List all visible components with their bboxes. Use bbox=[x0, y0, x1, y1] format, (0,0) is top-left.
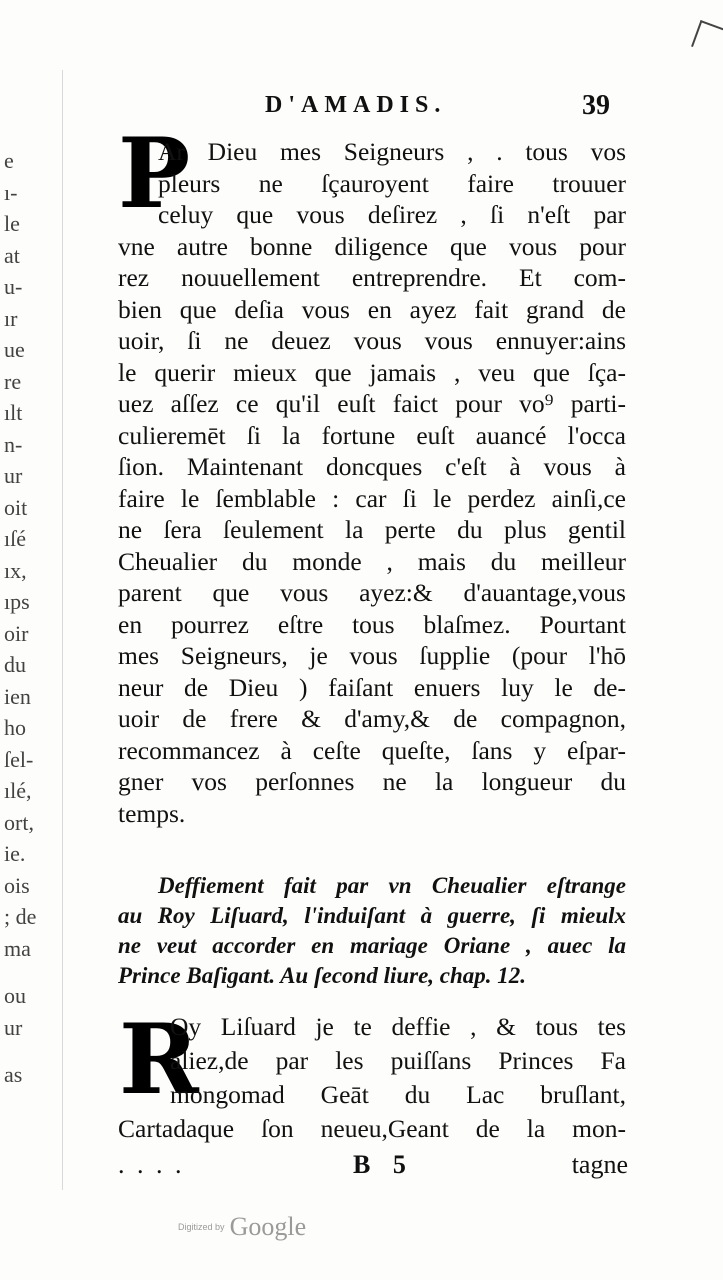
bleed-fragment: ur bbox=[4, 1014, 23, 1040]
bleed-fragment: le bbox=[4, 211, 20, 236]
text-line: neur de Dieu ) faiſant enuers luy le de- bbox=[118, 672, 626, 702]
text-line: faire le ſemblable : car ſi le perdez ainſi,ce bbox=[118, 483, 626, 513]
bleed-fragment: ur bbox=[4, 463, 23, 488]
watermark-logo: Google bbox=[229, 1212, 307, 1241]
heading-line: ne veut accorder en mariage Oriane , auec la bbox=[118, 933, 626, 958]
bleed-fragment: ort, bbox=[4, 809, 34, 835]
bleed-fragment: du bbox=[4, 652, 26, 677]
bleed-fragment: n- bbox=[4, 431, 23, 457]
bleed-fragment: ien bbox=[4, 683, 31, 709]
bleed-fragment: re bbox=[4, 368, 22, 394]
page-number: 39 bbox=[582, 90, 610, 121]
bleed-fragment: ma bbox=[4, 935, 31, 961]
text-line: mes Seigneurs, je vous ſupplie (pour l'hō bbox=[118, 641, 626, 670]
bleed-fragment: ır bbox=[4, 305, 18, 331]
bleed-fragment: ıx, bbox=[4, 557, 27, 583]
footer-dots: . . . . bbox=[118, 1150, 185, 1179]
text-line: en pourrez eſtre tous blaſmez. Pourtant bbox=[118, 609, 626, 639]
margin-bleed-through bbox=[4, 145, 44, 1091]
bleed-fragment: e bbox=[4, 148, 14, 173]
signature-mark: B 5 bbox=[353, 1150, 414, 1179]
bleed-fragment: ıſé bbox=[4, 526, 26, 551]
bleed-fragment: ou bbox=[4, 983, 26, 1008]
bleed-fragment bbox=[4, 1043, 44, 1059]
text-line: vne autre bonne diligence que vous pour bbox=[118, 231, 626, 261]
catchword: tagne bbox=[571, 1150, 628, 1179]
gutter-line bbox=[62, 70, 63, 1190]
text-line: uoir de frere & d'amy,& de compagnon, bbox=[118, 704, 626, 733]
text-line: rez nouuellement entreprendre. Et com- bbox=[118, 263, 626, 292]
bleed-fragment: ılt bbox=[4, 400, 23, 425]
bleed-fragment: u- bbox=[4, 274, 23, 299]
bleed-fragment: ie. bbox=[4, 841, 26, 866]
text-line: gner vos perſonnes ne la longueur du bbox=[118, 767, 626, 796]
drop-cap-r: R bbox=[119, 1003, 199, 1116]
text-line: le querir mieux que jamais , veu que ſça- bbox=[118, 357, 626, 387]
bleed-fragment: ıps bbox=[4, 589, 30, 614]
bleed-fragment: oit bbox=[4, 494, 28, 520]
text-line: culieremēt ſi la fortune euſt auancé l'occa bbox=[118, 420, 626, 450]
drop-cap-p: P bbox=[118, 117, 191, 230]
text-line: bien que deſia vous en ayez fait grand de bbox=[118, 294, 626, 324]
bleed-fragment: ılé, bbox=[4, 778, 32, 803]
text-line: parent que vous ayez:& d'auantage,vous bbox=[118, 578, 626, 607]
page-corner-mark bbox=[691, 20, 723, 56]
watermark-small: Digitized by bbox=[178, 1222, 225, 1232]
text-line: mongomad Geāt du Lac bruſlant, bbox=[170, 1080, 626, 1109]
text-line: uoir, ſi ne deuez vous vous ennuyer:ains bbox=[118, 326, 626, 355]
running-head: D'AMADIS. bbox=[265, 92, 447, 118]
bleed-fragment: at bbox=[4, 242, 20, 268]
heading-line: Prince Baſigant. Au ſecond liure, chap. 12. bbox=[118, 963, 527, 988]
bleed-fragment: as bbox=[4, 1062, 23, 1087]
bleed-fragment: ue bbox=[4, 337, 25, 362]
text-line: Ar Dieu mes Seigneurs , . tous vos bbox=[158, 137, 626, 166]
page-footer-line bbox=[118, 1150, 628, 1180]
bleed-fragment: ho bbox=[4, 715, 26, 740]
text-line: recommancez à ceſte queſte, ſans y eſpar- bbox=[118, 735, 626, 765]
bleed-fragment: ı- bbox=[4, 179, 18, 205]
text-line: Cheualier du monde , mais du meilleur bbox=[118, 546, 626, 576]
bleed-fragment: ois bbox=[4, 872, 30, 898]
text-line: ſion. Maintenant doncques c'eſt à vous à bbox=[118, 452, 626, 481]
bleed-fragment: ſel- bbox=[4, 746, 34, 772]
digitized-watermark bbox=[178, 1212, 306, 1242]
text-line: pleurs ne ſçauroyent faire trouuer bbox=[158, 168, 626, 198]
heading-line: Deffiement fait par vn Cheualier eſtrange bbox=[158, 873, 626, 898]
bleed-fragment bbox=[4, 964, 44, 980]
bleed-fragment: oir bbox=[4, 620, 29, 646]
text-line: Cartadaque ſon neueu,Geant de la mon- bbox=[118, 1114, 626, 1143]
text-line: celuy que vous deſirez , ſi n'eſt par bbox=[158, 200, 626, 229]
text-line: ne ſera ſeulement la perte du plus gentil bbox=[118, 515, 626, 544]
heading-line: au Roy Liſuard, l'induiſant à guerre, ſi mieulx bbox=[118, 903, 626, 928]
text-line: temps. bbox=[118, 798, 186, 828]
text-line: Oy Liſuard je te deffie , & tous tes bbox=[170, 1012, 626, 1041]
bleed-fragment: ; de bbox=[4, 904, 37, 929]
text-line: aliez,de par les puiſſans Princes Fa bbox=[170, 1046, 626, 1075]
text-line: uez aſſez ce qu'il euſt faict pour vo⁹ parti- bbox=[118, 389, 626, 418]
